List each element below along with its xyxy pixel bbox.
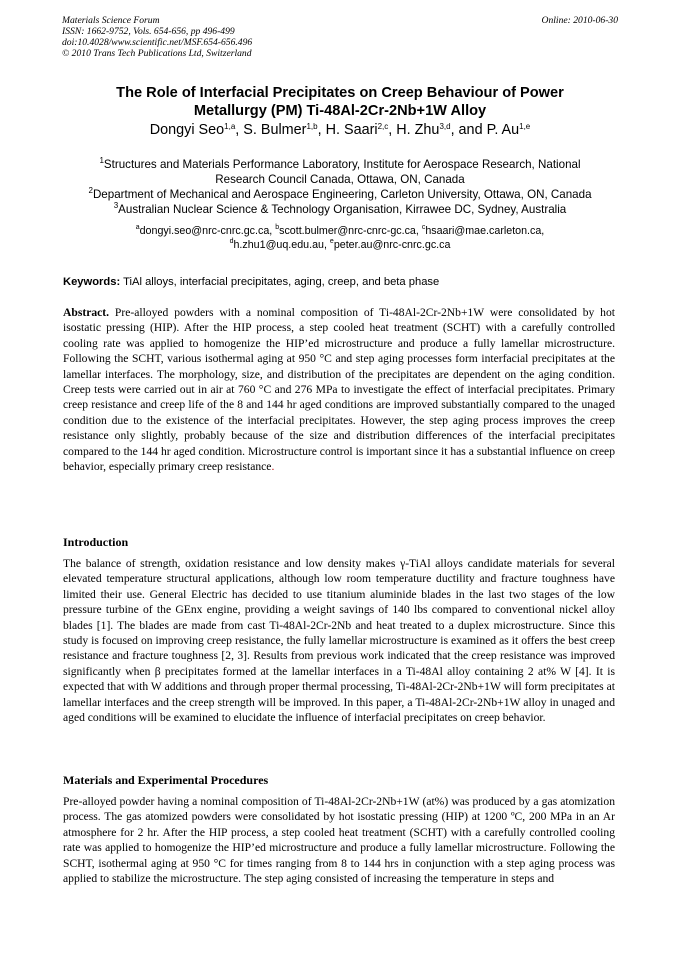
affiliation-text: Structures and Materials Performance Laboratory, Institute for Aerospace Research, National	[103, 158, 581, 171]
author-sup: 1,b	[306, 122, 318, 131]
author-name: H. Zhu	[396, 122, 440, 138]
issn-line: ISSN: 1662-9752, Vols. 654-656, pp 496-499	[62, 26, 235, 37]
author-sup: 1,e	[519, 122, 531, 131]
affiliation-sup: 3	[113, 201, 119, 210]
keywords-label: Keywords:	[63, 276, 121, 288]
email-c: hsaari@mae.carleton.ca,	[425, 225, 545, 237]
affiliation-sup: 1	[99, 156, 104, 165]
doi-line: doi:10.4028/www.scientific.net/MSF.654-656.496	[62, 37, 253, 48]
introduction-heading: Introduction	[63, 535, 129, 549]
author-name: H. Saari	[325, 122, 378, 138]
email-sup: e	[329, 238, 334, 245]
affiliation-text: Research Council Canada, Ottawa, ON, Canada	[215, 173, 465, 186]
email-sup: a	[135, 224, 140, 231]
affiliation-1	[62, 157, 618, 187]
abstract-label: Abstract.	[63, 306, 110, 319]
author-sep: , and	[450, 122, 487, 138]
affiliation-text: Australian Nuclear Science & Technology Organisation, Kirrawee DC, Sydney, Australia	[118, 203, 567, 216]
keywords-text: TiAl alloys, interfacial precipitates, aging, creep, and beta phase	[120, 276, 440, 288]
author-name: Dongyi Seo	[149, 122, 225, 138]
introduction-text: The balance of strength, oxidation resistance and low density makes γ-TiAl alloys candidate materials for several elevated temperature structural applications, although low room temperature ductility and fracture toughness have limited their use. General Electric has decided to use titanium aluminide blades in the last two stages of the low pressure turbine of the GEnx engine, providing a weight savings of 140 lbs compared to conventional nickel alloy blades [1]. The blades are made from cast Ti-48Al-2Cr-2Nb and heat treated to a duplex microstructure. Since this study is focused on improving creep resistance, the fully lamellar microstructure is examined as it offers the best creep resistance and fracture toughness [2, 3]. Results from previous work indicated that the creep resistance was improved significantly when β precipitates formed at the lamellar interfaces in a Ti-48Al alloy containing 2 at% W [4]. It is expected that with W additions and through proper thermal processing, Ti-48Al-2Cr-2Nb+1W will form precipitates at lamellar interfaces and the creep strength will be improved. In this paper, a Ti-48Al-2Cr-2Nb+1W alloy in unaged and aged conditions will be examined to elucidate the influence of interfacial precipitates on creep behavior.	[63, 557, 615, 725]
abstract	[63, 305, 615, 474]
paper-title	[62, 84, 618, 120]
abstract-text: Pre-alloyed powders with a nominal composition of Ti-48Al-2Cr-2Nb+1W were consolidated by hot isostatic pressing (HIP). After the HIP process, a step cooled heat treatment (SCHT) with a carefully controlled cooling rate was applied to homogenize the HIP’ed microstructure and produce a fully lamellar microstructure. Following the SCHT, various isothermal aging at 950 °C and step aging processes form interfacial precipitates at the lamellar interfaces. The morphology, size, and distribution of the precipitates are dependent on the aging condition. Creep tests were carried out in air at 760 °C and 276 MPa to investigate the effect of interfacial precipitates. Primary creep resistance and creep life of the 8 and 144 hr aged conditions are improved substantially compared to the unaged condition due to the existence of the interfacial precipitates. However, the step aging process improves the creep resistance only slightly, probably because of the size and distribution differences of the interfacial precipitates compared to the 144 hr aged condition. Microstructure control is important since it has a substantial influence on creep behavior, especially primary creep resistance	[63, 306, 615, 474]
author-sup: 2,c	[377, 122, 389, 131]
author-sep: ,	[388, 122, 397, 138]
affiliation-text: Department of Mechanical and Aerospace Engineering, Carleton University, Ottawa, ON, Canada	[92, 188, 592, 201]
materials-heading: Materials and Experimental Procedures	[63, 773, 269, 787]
author-list	[62, 121, 618, 139]
email-sup: d	[229, 238, 234, 245]
email-e: peter.au@nrc-cnrc.gc.ca	[333, 239, 451, 251]
author-sup: 1,a	[224, 122, 236, 131]
affiliation-sup: 2	[88, 186, 93, 195]
title-line-2: Metallurgy (PM) Ti-48Al-2Cr-2Nb+1W Alloy	[193, 103, 487, 119]
author-sep: ,	[317, 122, 326, 138]
email-d: h.zhu1@uq.edu.au,	[233, 239, 330, 251]
journal-name: Materials Science Forum	[62, 15, 160, 26]
email-list	[62, 224, 618, 252]
keywords	[63, 275, 618, 289]
email-a: dongyi.seo@nrc-cnrc.gc.ca,	[139, 225, 276, 237]
email-sup: b	[275, 224, 280, 231]
affiliation-3	[62, 202, 618, 217]
abstract-end: .	[271, 460, 275, 474]
author-name: S. Bulmer	[243, 122, 307, 138]
title-line-1: The Role of Interfacial Precipitates on Creep Behaviour of Power	[116, 85, 564, 101]
online-date: Online: 2010-06-30	[541, 15, 618, 26]
email-sup: c	[421, 224, 426, 231]
journal-header	[62, 15, 618, 59]
author-sup: 3,d	[439, 122, 451, 131]
email-b: scott.bulmer@nrc-cnrc-gc.ca,	[279, 225, 422, 237]
author-sep: ,	[235, 122, 244, 138]
affiliation-2	[62, 187, 618, 202]
author-name: P. Au	[486, 122, 520, 138]
materials-text: Pre-alloyed powder having a nominal composition of Ti-48Al-2Cr-2Nb+1W (at%) was produced by a gas atomization process. The gas atomized powders were consolidated by hot isostatic pressing (HIP) at 1200 ºC, 200 MPa in an Ar atmosphere for 2 hr. After the HIP process, a step cooled heat treatment (SCHT) with a carefully controlled cooling rate was applied to homogenize the HIP’ed microstructure and produce a fully lamellar microstructure. Following the SCHT, isothermal aging at 950 °C for times ranging from 8 to 144 hrs in conjunction with a step aging process was applied to stabilize the microstructure. The step aging consisted of increasing the temperature in steps and	[63, 795, 615, 886]
copyright-line: © 2010 Trans Tech Publications Ltd, Switzerland	[62, 48, 252, 59]
